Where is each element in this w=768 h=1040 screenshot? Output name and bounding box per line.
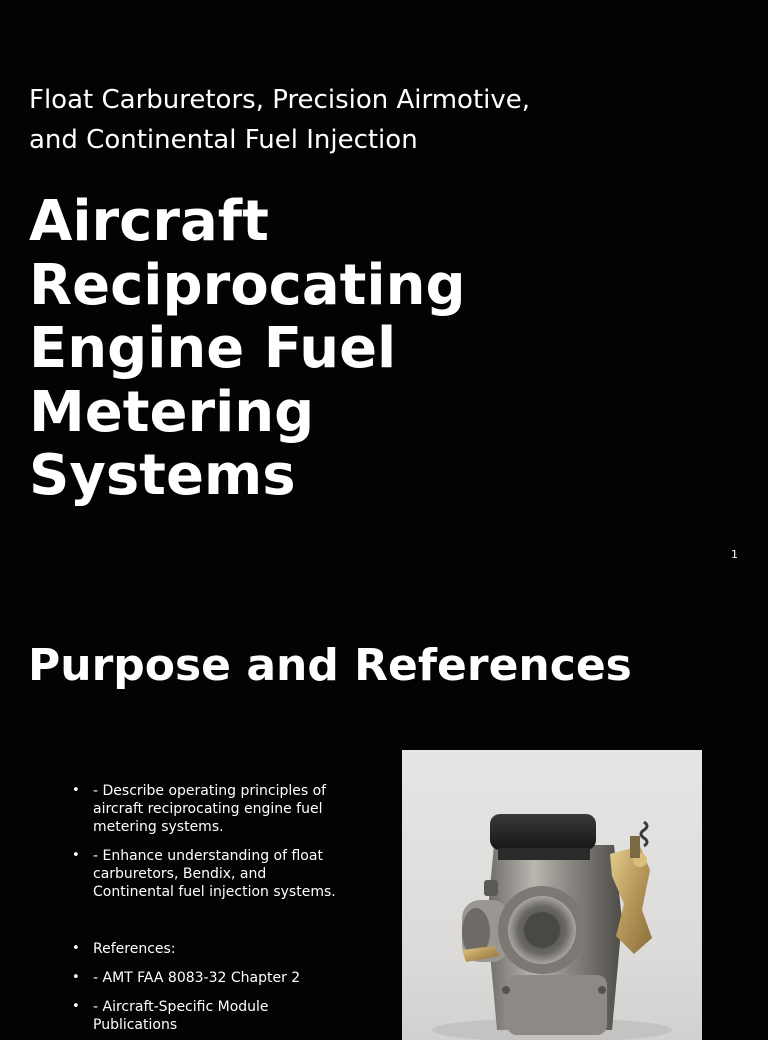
slide-subtitle: Float Carburetors, Precision Airmotive, and Continental Fuel Injection [29,85,531,155]
slide-title: Aircraft Reciprocating Engine Fuel Metering Systems [29,189,466,508]
bullet-item: • - Enhance understanding of float carburetors, Bendix, and Continental fuel injection systems. [72,847,342,901]
page-number: 1 [731,548,738,561]
bullet-list [72,782,342,1034]
bullet-item: • References: [72,940,342,958]
bullet-item: • - Describe operating principles of aircraft reciprocating engine fuel metering systems. [72,782,342,836]
section-title: Purpose and References [28,640,632,691]
carburetor-illustration [402,750,702,1040]
bullet-item: • - AMT FAA 8083-32 Chapter 2 [72,969,342,987]
purpose-slide [0,576,768,1033]
bullet-item: • - Aircraft-Specific Module Publications [72,998,342,1034]
carburetor-photo [402,750,702,1040]
